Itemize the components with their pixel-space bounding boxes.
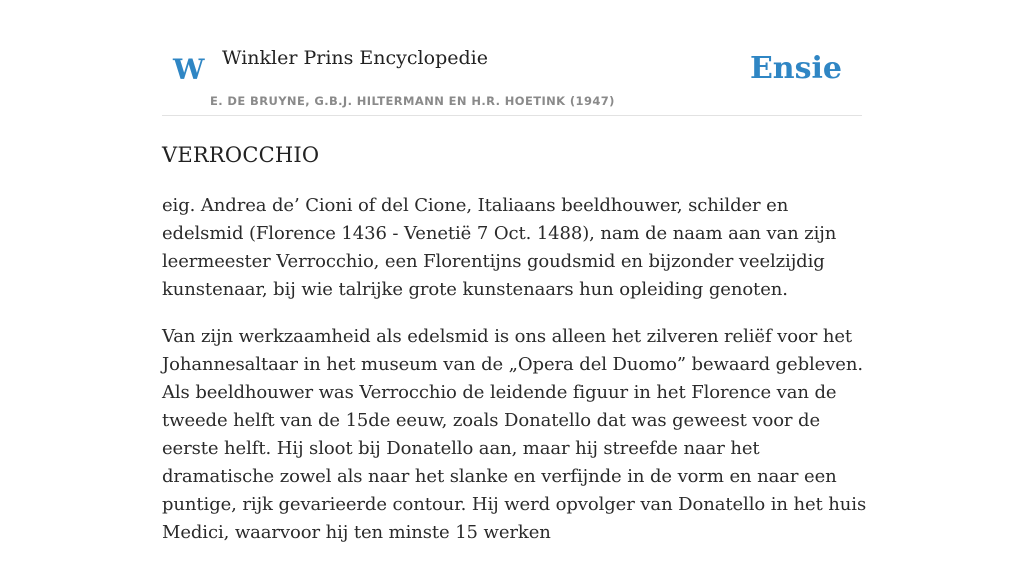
article-headword: VERROCCHIO: [162, 143, 320, 167]
ensie-brand-logo[interactable]: Ensie: [749, 51, 842, 86]
article-body: [162, 192, 868, 566]
article-paragraph: Van zijn werkzaamheid als edelsmid is ons alleen het zilveren reliëf voor het Johannesaltaar in het museum van de „Opera del Duomo” bewaard gebleven. Als beeldhouwer was Verrocchio de leidende figuur in het Florence van de tweede helft van de 15de eeuw, zoals Donatello dat was geweest voor de eerste helft. Hij sloot bij Donatello aan, maar hij streefde naar het dramatische zowel als naar het slanke en verfijnde in de vorm en naar een puntige, rijk gevarieerde contour. Hij werd opvolger van Donatello in het huis Medici, waarvoor hij ten minste 15 werken: [162, 326, 867, 543]
header-divider: [162, 115, 862, 116]
encyclopedia-logo-icon[interactable]: W: [173, 53, 205, 86]
publication-title: Winkler Prins Encyclopedie: [222, 47, 488, 69]
article-paragraph: eig. Andrea de’ Cioni of del Cione, Italiaans beeldhouwer, schilder en edelsmid (Florence 1436 - Venetië 7 Oct. 1488), nam de naam aan van zijn leermeester Verrocchio, een Florentijns goudsmid en bijzonder veelzijdig kunstenaar, bij wie talrijke grote kunstenaars hun opleiding genoten.: [162, 195, 837, 300]
publication-authors: E. DE BRUYNE, G.B.J. HILTERMANN EN H.R. HOETINK (1947): [210, 94, 615, 108]
